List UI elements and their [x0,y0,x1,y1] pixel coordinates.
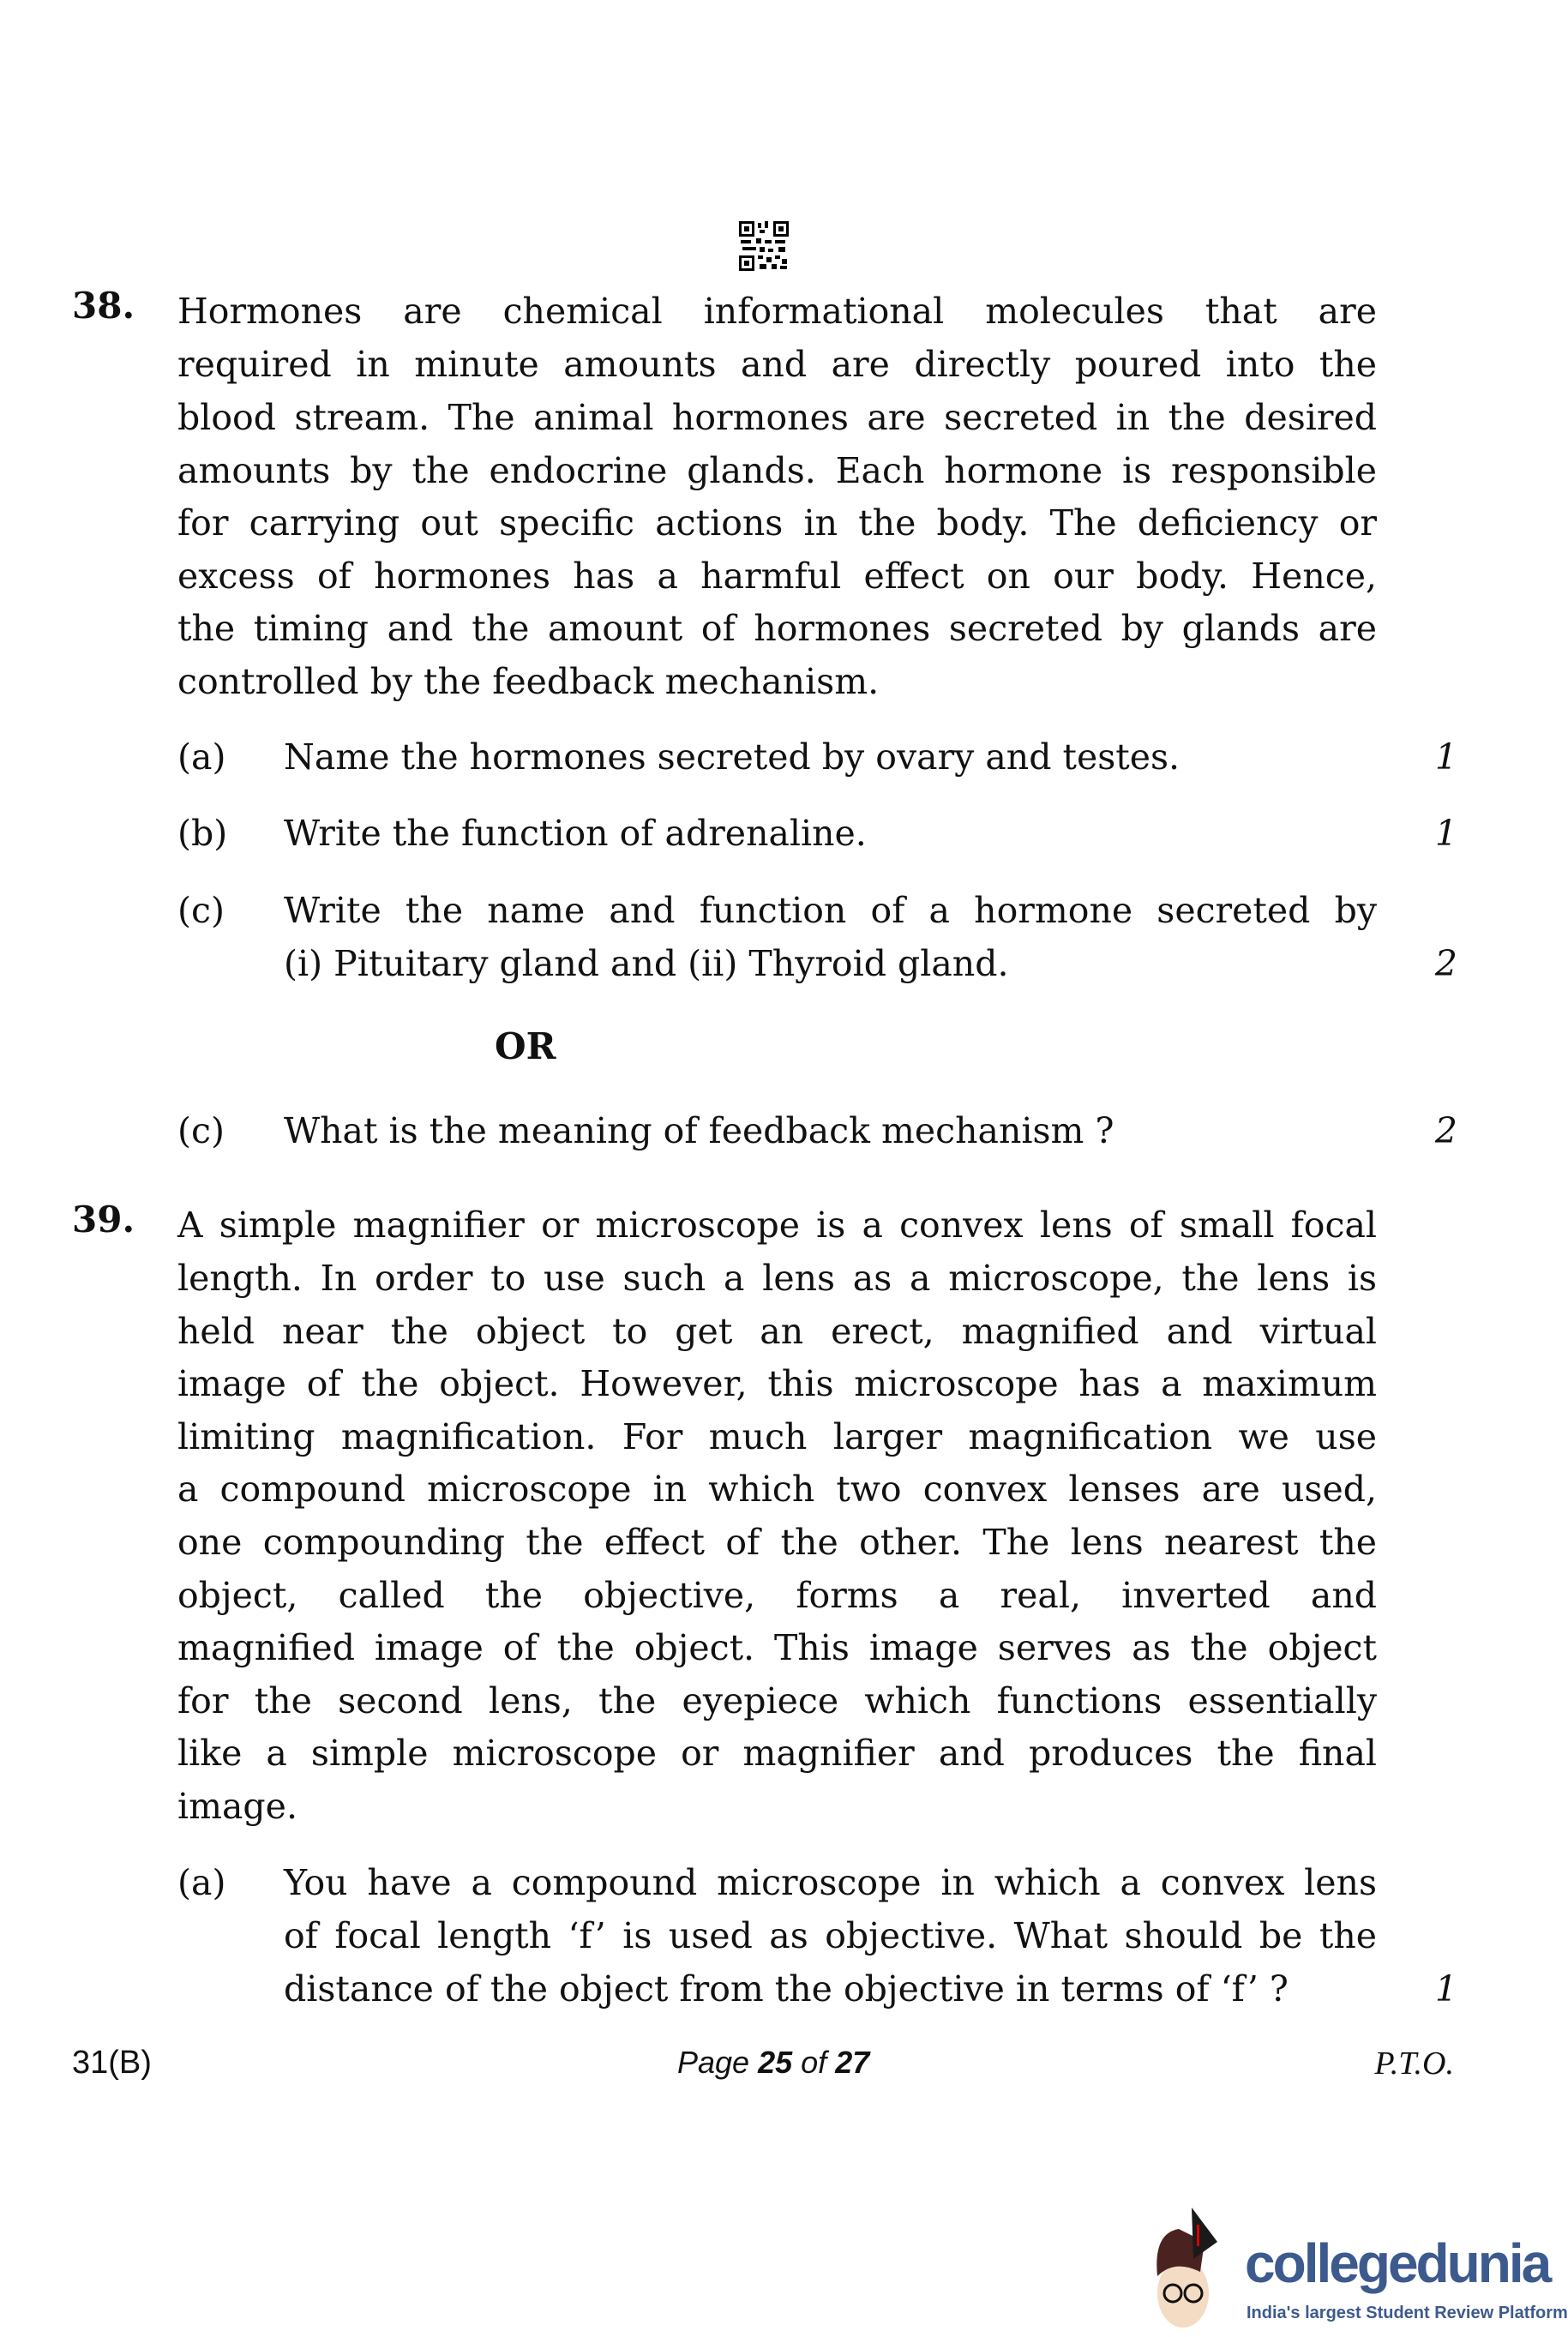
passage-line: image. [177,1786,297,1827]
passage-line: excess of hormones has a harmful effect on our body. Hence, [177,556,1377,597]
passage-line: held near the object to get an erect, magnified and virtual [177,1311,1377,1352]
page-number [677,2045,869,2081]
part-text: of focal length ‘f’ is used as objective. What should be the [284,1915,1377,1956]
marks: 2 [1434,943,1457,984]
mascot-icon [1140,2208,1243,2336]
marks: 1 [1434,813,1457,854]
paper-code: 31(B) [72,2045,152,2081]
passage-line: magnified image of the object. This image serves as the object [177,1627,1377,1668]
page-of: of [801,2045,827,2080]
passage-line: for the second lens, the eyepiece which functions essentially [177,1680,1377,1721]
passage-line: the timing and the amount of hormones secreted by glands are [177,608,1377,649]
passage-line: like a simple microscope or magnifier and produces the final [177,1733,1377,1774]
part-text: What is the meaning of feedback mechanism ? [284,1110,1114,1151]
marks: 1 [1434,1968,1457,2010]
part-text: Write the function of adrenaline. [284,813,867,854]
part-text: You have a compound microscope in which a convex lens [284,1862,1377,1903]
collegedunia-logo [1140,2208,1568,2336]
passage-line: blood stream. The animal hormones are secreted in the desired [177,397,1377,438]
page-total: 27 [835,2045,870,2080]
qr-code-icon [739,221,789,271]
question-number-39: 39. [72,1199,135,1241]
marks: 2 [1434,1110,1457,1151]
passage-line: required in minute amounts and are directly poured into the [177,344,1377,385]
passage-line: controlled by the feedback mechanism. [177,661,880,702]
passage-line: object, called the objective, forms a real, inverted and [177,1575,1377,1616]
page-current: 25 [758,2045,793,2080]
passage-line: length. In order to use such a lens as a microscope, the lens is [177,1258,1377,1299]
passage-line: image of the object. However, this microscope has a maximum [177,1363,1377,1404]
brand-tagline: India's largest Student Review Platform [1247,2304,1568,2322]
question-number-38: 38. [72,285,135,327]
part-text: (i) Pituitary gland and (ii) Thyroid gland. [284,943,1009,984]
part-text: Write the name and function of a hormone secreted by [284,890,1377,931]
passage-line: a compound microscope in which two convex lenses are used, [177,1469,1377,1510]
part-text: Name the hormones secreted by ovary and testes. [284,736,1181,778]
passage-line: Hormones are chemical informational molecules that are [177,291,1377,332]
passage-line: amounts by the endocrine glands. Each hormone is responsible [177,450,1377,491]
page-prefix: Page [677,2045,750,2080]
passage-line: one compounding the effect of the other. The lens nearest the [177,1522,1377,1563]
passage-line: for carrying out specific actions in the body. The deficiency or [177,502,1377,544]
part-label: (c) [177,890,225,931]
part-label: (b) [177,813,228,854]
pto-label: P.T.O. [1374,2046,1454,2082]
part-label: (a) [177,1862,226,1903]
part-text: distance of the object from the objective in terms of ‘f’ ? [284,1968,1289,2010]
part-label: (a) [177,736,226,778]
marks: 1 [1434,736,1457,778]
passage-line: A simple magnifier or microscope is a convex lens of small focal [177,1205,1377,1246]
passage-line: limiting magnification. For much larger magnification we use [177,1416,1377,1457]
brand-name: collegedunia [1245,2232,1550,2294]
or-separator: OR [495,1025,556,1067]
part-label: (c) [177,1110,225,1151]
